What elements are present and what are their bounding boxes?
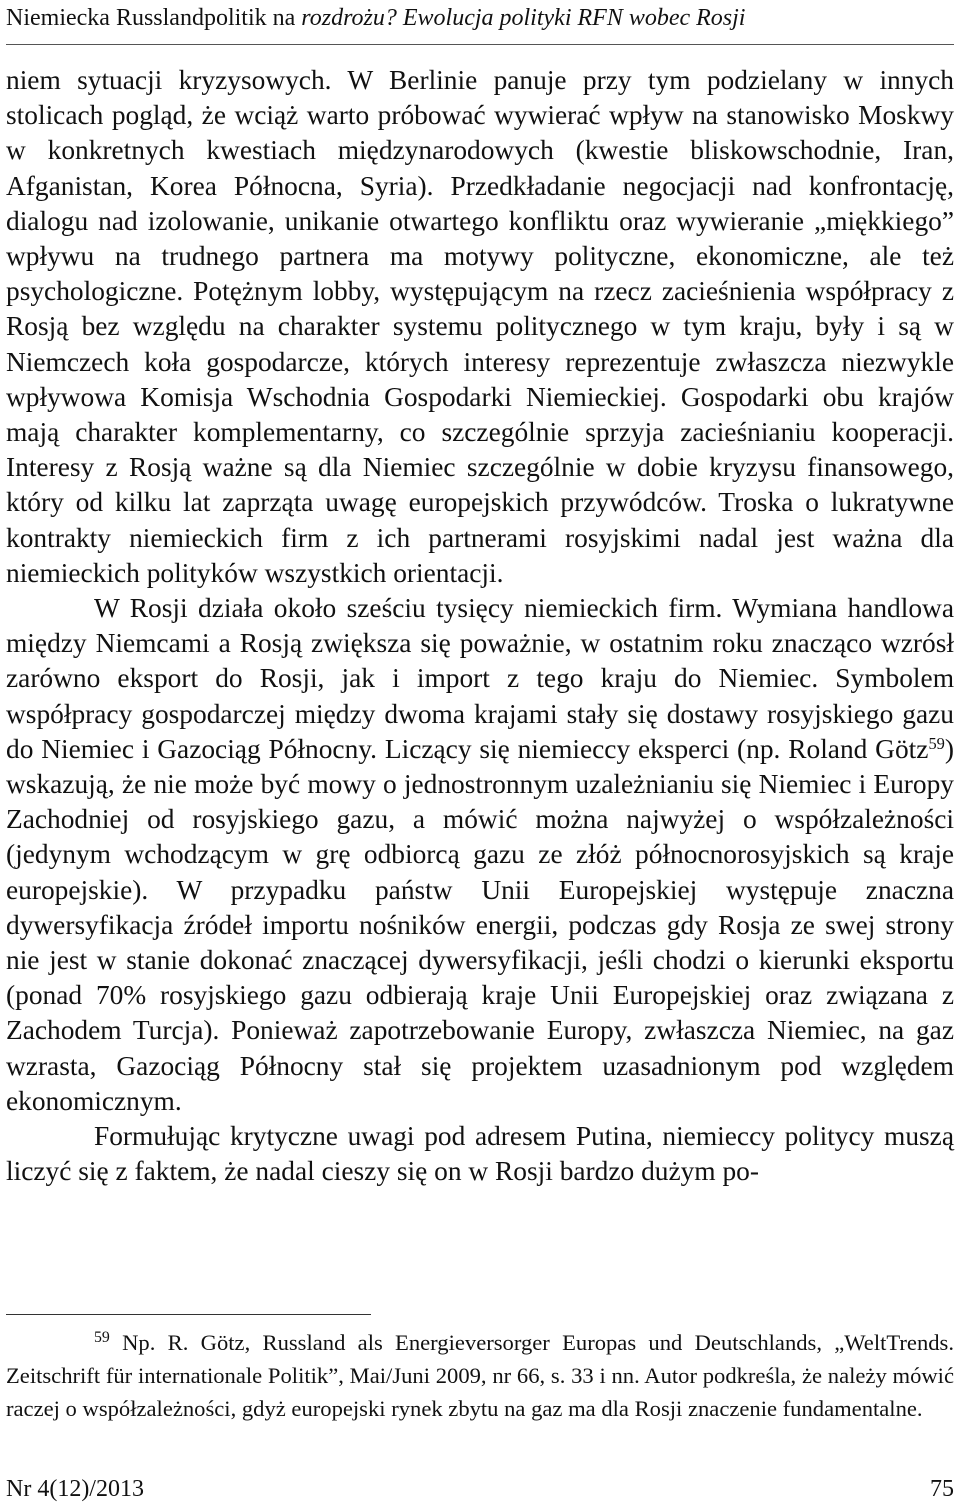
- header-divider: [6, 44, 954, 45]
- paragraph-2-text-b: ) wskazują, że nie może być mowy o jednostronnym uzależnianiu się Niemiec i Europy Zachodniej od rosyjskiego gazu, a mówić można najwyżej o współzależności (jedynym wchodzącym w grę odbiorcą gazu ze złóż północnorosyjskich są kraje europejskie). W przypadku państw Unii Europejskiej występuje znaczna dywersyfikacja źródeł importu nośników energii, podczas gdy Rosja ze swej strony nie jest w stanie dokonać znaczącej dywersyfikacji, jeśli chodzi o kierunki eksportu (ponad 70% rosyjskiego gazu odbierają kraje Unii Europejskiej oraz związana z Zachodem Turcja). Ponieważ zapotrzebowanie Europy, zwłaszcza Niemiec, na gaz wzrasta, Gazociąg Północny stał się projektem uzasadnionym pod względem ekonomicznym.: [6, 733, 954, 1116]
- footnote-number: 59: [94, 1329, 110, 1347]
- main-text: [6, 63, 954, 1190]
- running-header: [6, 2, 946, 34]
- paragraph-3: Formułując krytyczne uwagi pod adresem Putina, niemieccy politycy muszą liczyć się z faktem, że nadal cieszy się on w Rosji bardzo dużym po-: [6, 1121, 954, 1187]
- footnote-text: Np. R. Götz, Russland als Energieversorger Europas und Deutschlands, „WeltTrends. Zeitschrift für internationale Politik”, Mai/Juni 2009, nr 66, s. 33 i nn. Autor podkreśla, że należy mówić raczej o współzależności, gdyż europejski rynek zbytu na gaz ma dla Rosji znaczenie fundamentalne.: [6, 1330, 954, 1421]
- running-header-plain: Niemiecka Russlandpolitik na: [6, 5, 302, 31]
- footnote-59: [6, 1326, 954, 1425]
- page-number: 75: [930, 1476, 954, 1502]
- paragraph-2-text-a: W Rosji działa około sześciu tysięcy niemieckich firm. Wymiana handlowa między Niemcami a Rosją zwiększa się poważnie, w ostatnim roku znacząco wzrósł zarówno eksport do Rosji, jak i import z tego kraju do Niemiec. Symbolem współpracy gospodarczej między dwoma krajami stały się dostawy rosyjskiego gazu do Niemiec i Gazociąg Północny. Liczący się niemieccy eksperci (np. Roland Götz: [6, 593, 954, 764]
- footnote-reference[interactable]: 59: [928, 733, 945, 753]
- paragraph-1: niem sytuacji kryzysowych. W Berlinie panuje przy tym podzielany w innych stolicach pogląd, że wciąż warto próbować wywierać wpływ na stanowisko Moskwy w konkretnych kwestiach międzynarodowych (kwestie bliskowschodnie, Iran, Afganistan, Korea Północna, Syria). Przedkładanie negocjacji nad konfrontację, dialogu nad izolowanie, unikanie otwartego konfliktu oraz wywieranie „miękkiego” wpływu na trudnego partnera ma motywy polityczne, ekonomiczne, ale też psychologiczne. Potężnym lobby, występującym na rzecz zacieśnienia współpracy z Rosją bez względu na charakter systemu politycznego w tym kraju, były i są w Niemczech koła gospodarcze, których interesy reprezentuje zwłaszcza niezwykle wpływowa Komisja Wschodnia Gospodarki Niemieckiej. Gospodarki obu krajów mają charakter komplementarny, co szczególnie sprzyja zacieśnianiu kooperacji. Interesy z Rosją ważne są dla Niemiec szczególnie w dobie kryzysu finansowego, który od kilku lat zaprząta uwagę europejskich przywódców. Troska o lukratywne kontrakty niemieckich firm z ich partnerami rosyjskimi nadal jest ważna dla niemieckich polityków wszystkich orientacji.: [6, 65, 954, 588]
- running-header-italic: rozdrożu? Ewolucja polityki RFN wobec Rosji: [301, 5, 746, 31]
- footnote-divider: [6, 1314, 371, 1315]
- paragraph-2: [6, 591, 954, 1119]
- journal-issue: Nr 4(12)/2013: [6, 1476, 144, 1502]
